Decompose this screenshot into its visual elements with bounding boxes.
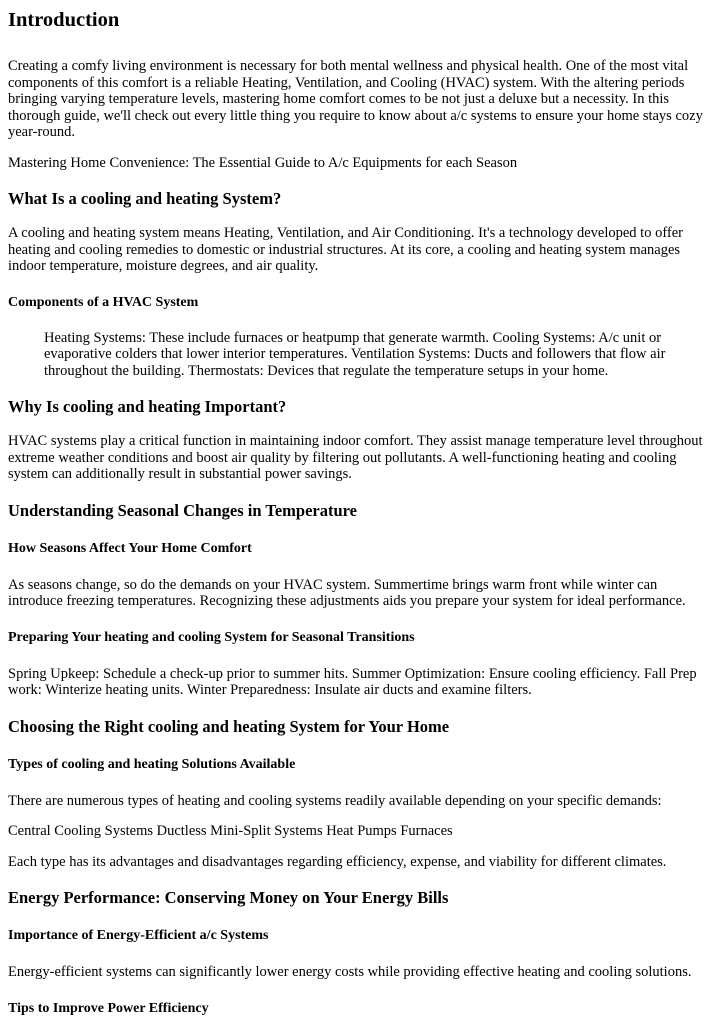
heading-why-important: Why Is cooling and heating Important?: [8, 397, 287, 416]
paragraph-importance-efficient: Energy-efficient systems can significantly lower energy costs while providing effective heating and cooling solutions.: [8, 964, 692, 980]
paragraph-intro: Creating a comfy living environment is necessary for both mental wellness and physical health. One of the most vital components of this comfort is a reliable Heating, Ventilation, and Cooling (HVAC) system. With the altering periods bringing varying temperature levels, mastering home comfort comes to be not just a deluxe but a necessity. In this thorough guide, we'll check out every little thing you require to know about a/c systems to ensure your home stays cozy year-round.: [8, 58, 703, 140]
paragraph-guide-title: Mastering Home Convenience: The Essential Guide to A/c Equipments for each Season: [8, 154, 518, 171]
paragraph-why-important: HVAC systems play a critical function in maintaining indoor comfort. They assist manage temperature level throughout extreme weather conditions and boost air quality by filtering out pollutants. A well-functioning heating and cooling system can additionally result in substantial power savings.: [8, 433, 703, 482]
article: [0, 8, 720, 1017]
heading-introduction: Introduction: [8, 9, 120, 31]
paragraph-types-list: Central Cooling Systems Ductless Mini-Split Systems Heat Pumps Furnaces: [8, 823, 453, 839]
paragraph-types-intro: There are numerous types of heating and cooling systems readily available depending on your specific demands:: [8, 792, 662, 809]
heading-components: Components of a HVAC System: [8, 294, 199, 310]
paragraph-preparing-system: Spring Upkeep: Schedule a check-up prior to summer hits. Summer Optimization: Ensure cooling efficiency. Fall Prep work: Winterize heating units. Winter Preparedness: Insulate air ducts and examine filters.: [8, 665, 697, 698]
components-list: Heating Systems: These include furnaces or heatpump that generate warmth. Cooling Systems: A/c unit or evaporative colders that lower interior temperatures. Ventilation Systems: Ducts and followers that flow air throughout the building. Thermostats: Devices that regulate the temperature setups in your home.: [44, 329, 666, 379]
heading-types-available: Types of cooling and heating Solutions Available: [8, 756, 296, 772]
paragraph-what-is-hvac: A cooling and heating system means Heating, Ventilation, and Air Conditioning. It's a technology developed to offer heating and cooling remedies to domestic or industrial structures. At its core, a cooling and heating system manages indoor temperature, moisture degrees, and air quality.: [8, 225, 683, 274]
heading-seasonal-changes: Understanding Seasonal Changes in Temperature: [8, 500, 358, 520]
heading-energy-performance: Energy Performance: Conserving Money on Your Energy Bills: [8, 888, 449, 907]
heading-choosing-system: Choosing the Right cooling and heating System for Your Home: [8, 716, 450, 736]
paragraph-seasons-affect: As seasons change, so do the demands on your HVAC system. Summertime brings warm front while winter can introduce freezing temperatures. Recognizing these adjustments aids you prepare your system for ideal performance.: [8, 576, 686, 609]
heading-what-is-hvac: What Is a cooling and heating System?: [8, 189, 282, 208]
paragraph-types-summary: Each type has its advantages and disadvantages regarding efficiency, expense, and viability for different climates.: [8, 853, 667, 870]
heading-seasons-affect: How Seasons Affect Your Home Comfort: [8, 540, 252, 556]
heading-tips-efficiency: Tips to Improve Power Efficiency: [8, 1000, 209, 1016]
heading-importance-efficient: Importance of Energy-Efficient a/c Systems: [8, 928, 269, 943]
heading-preparing-system: Preparing Your heating and cooling System for Seasonal Transitions: [8, 629, 415, 645]
